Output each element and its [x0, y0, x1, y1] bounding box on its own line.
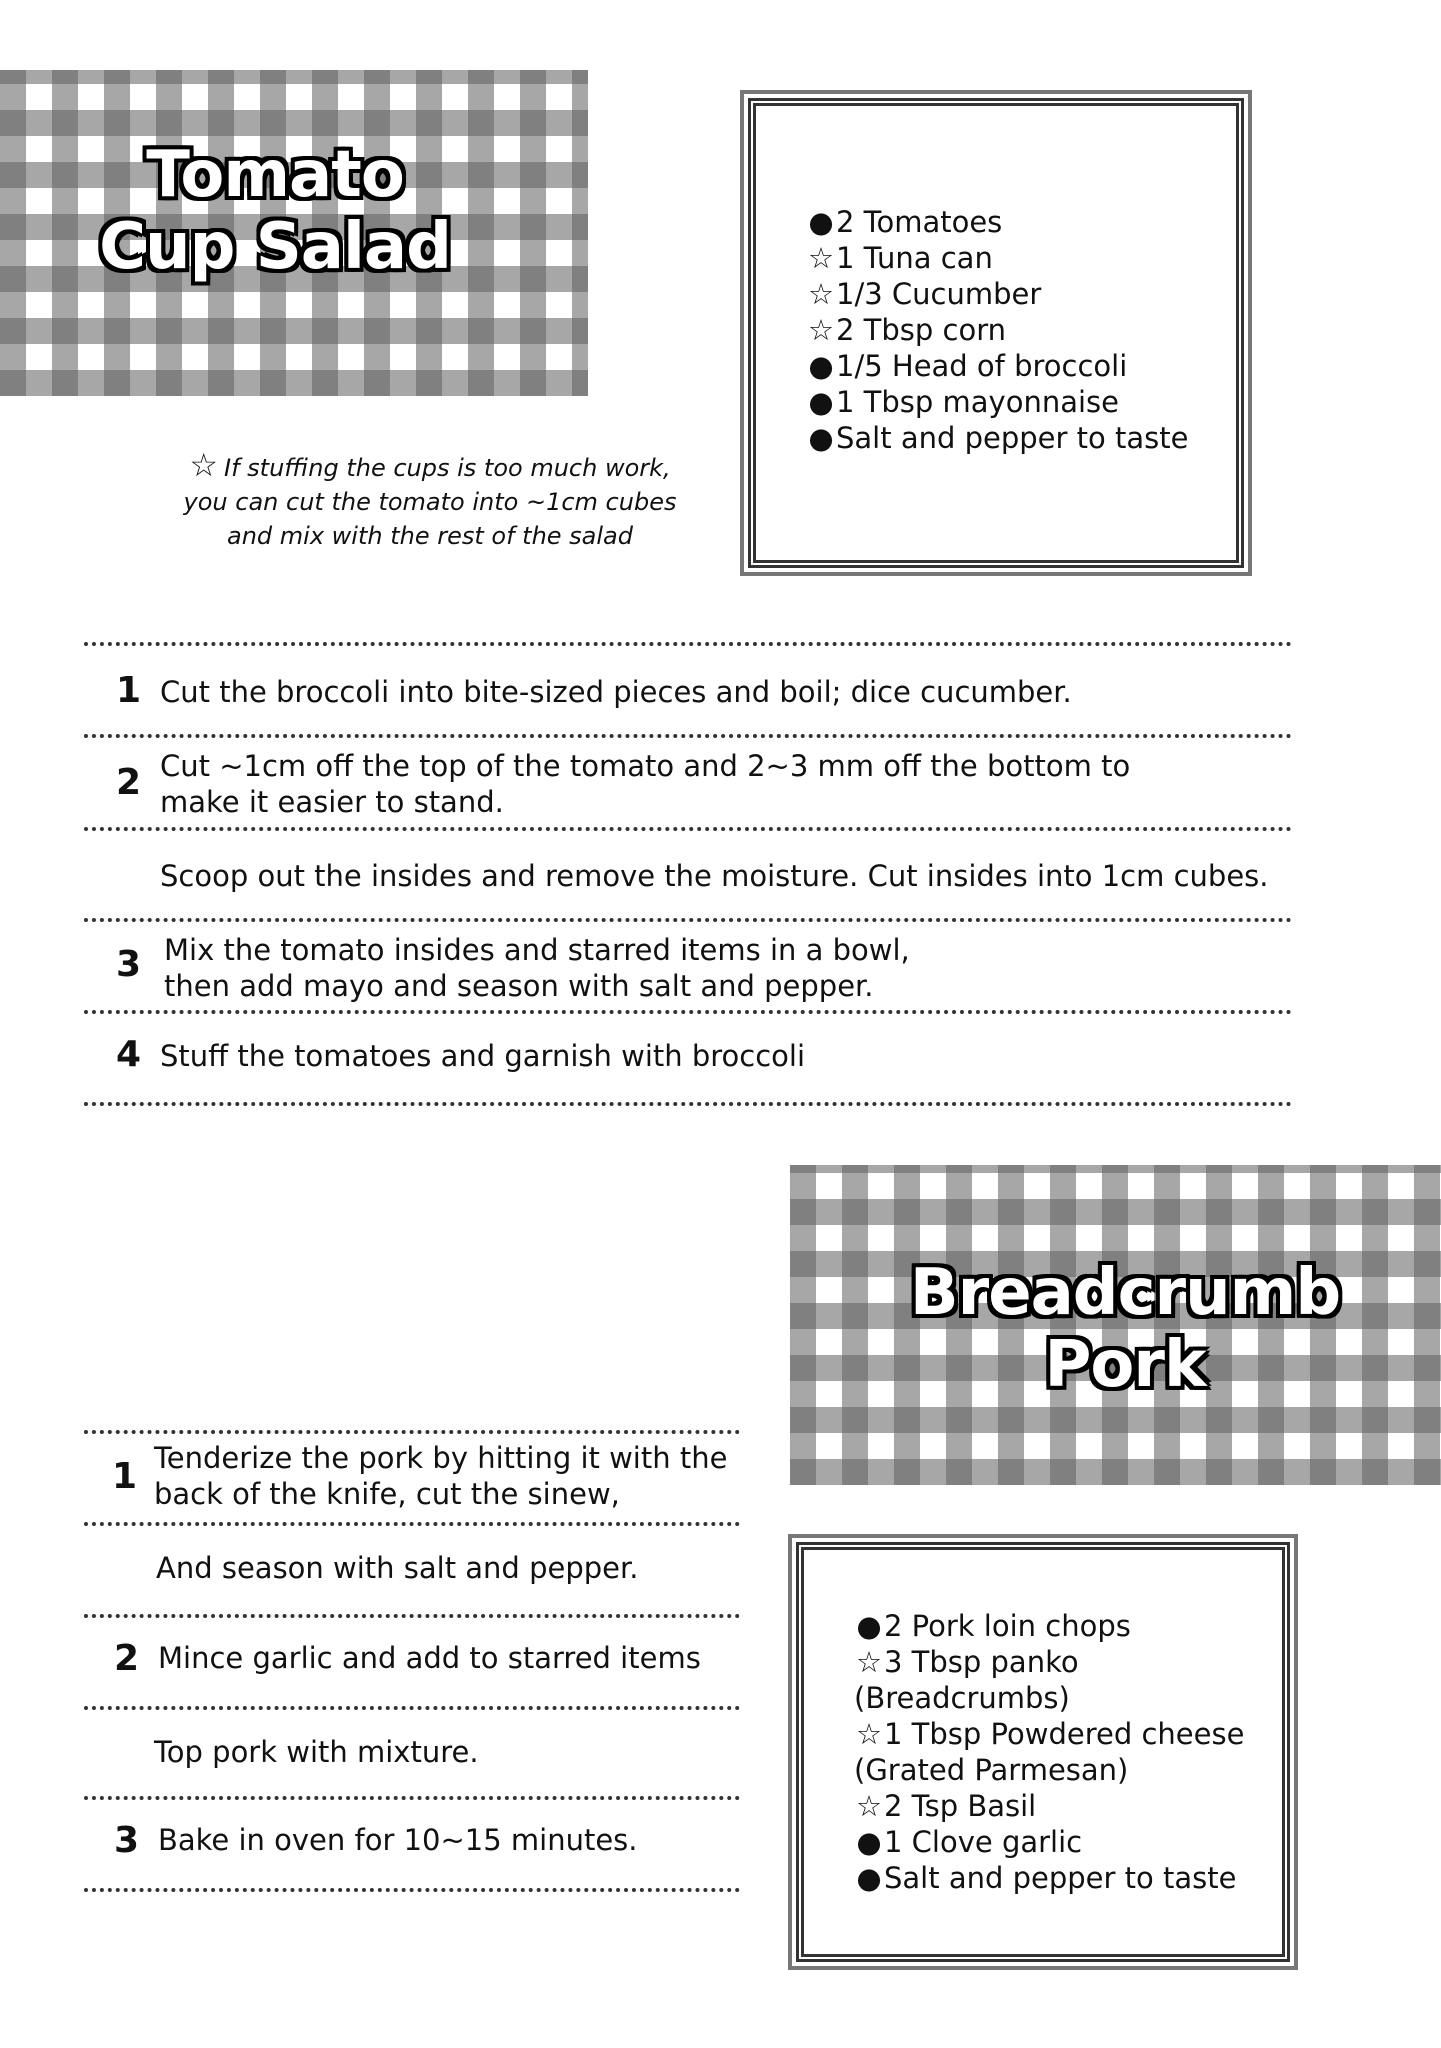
dotted-divider	[84, 642, 1292, 646]
ingredient-item: ●2 Tomatoes	[806, 204, 1188, 240]
ingredients-list	[806, 204, 1188, 456]
step-line: make it easier to stand.	[160, 785, 504, 819]
step-line: then add mayo and season with salt and pepper.	[164, 969, 874, 1003]
recipe-title-tomato-cup-salad	[90, 140, 460, 283]
step-line: back of the knife, cut the sinew,	[154, 1477, 620, 1511]
step-number: 3	[116, 944, 142, 985]
ingredient-item: ●1 Clove garlic	[854, 1824, 1244, 1860]
step-number: 4	[116, 1034, 142, 1075]
step-text: And season with salt and pepper.	[156, 1551, 639, 1585]
title-line: Cup Salad	[99, 209, 451, 284]
step-text: Scoop out the insides and remove the moisture. Cut insides into 1cm cubes.	[160, 859, 1269, 893]
tip-line: you can cut the tomato into ~1cm cubes	[183, 488, 677, 516]
ingredients-box	[748, 98, 1244, 568]
step-number: 2	[116, 762, 142, 803]
step-line: Tenderize the pork by hitting it with the	[154, 1441, 728, 1475]
step-text: Top pork with mixture.	[154, 1735, 479, 1769]
step-number: 2	[114, 1638, 140, 1679]
star-icon: ☆	[856, 1645, 882, 1679]
dotted-divider	[84, 734, 1292, 738]
dotted-divider	[84, 1430, 740, 1434]
star-icon: ☆	[189, 446, 218, 484]
step-number: 1	[112, 1456, 138, 1497]
step-text: Stuff the tomatoes and garnish with broccoli	[160, 1039, 806, 1073]
tip-note	[130, 448, 730, 553]
ingredient-item: ☆1/3 Cucumber	[808, 277, 1042, 311]
bullet-icon: ●	[808, 205, 834, 239]
ingredient-item: ☆1 Tbsp Powdered cheese	[856, 1717, 1245, 1751]
dotted-divider	[84, 1102, 1292, 1106]
dotted-divider	[84, 827, 1292, 831]
bullet-icon: ●	[856, 1861, 882, 1895]
dotted-divider	[84, 1614, 740, 1618]
bullet-icon: ●	[808, 349, 834, 383]
ingredient-item: (Grated Parmesan)	[854, 1753, 1129, 1787]
title-line: Breadcrumb	[909, 1256, 1341, 1330]
star-icon: ☆	[856, 1717, 882, 1751]
step-line: Mix the tomato insides and starred items in a bowl,	[164, 933, 910, 967]
step-text: Cut the broccoli into bite-sized pieces and boil; dice cucumber.	[160, 675, 1072, 709]
bullet-icon: ●	[808, 421, 834, 455]
step-text: Mince garlic and add to starred items	[158, 1641, 701, 1675]
step-text	[164, 932, 910, 1004]
dotted-divider	[84, 1888, 740, 1892]
recipe-title-breadcrumb-pork	[905, 1258, 1345, 1401]
title-line: Pork	[1044, 1327, 1206, 1402]
dotted-divider	[84, 1706, 740, 1710]
ingredient-item: ☆3 Tbsp panko	[856, 1645, 1079, 1679]
step-line: Cut ~1cm off the top of the tomato and 2~3 mm off the bottom to	[160, 749, 1131, 783]
step-text	[160, 748, 1130, 820]
ingredient-item: ●Salt and pepper to taste	[806, 420, 1188, 456]
ingredient-item: ☆2 Tsp Basil	[856, 1789, 1037, 1823]
star-icon: ☆	[808, 241, 834, 275]
star-icon: ☆	[808, 313, 834, 347]
star-icon: ☆	[808, 277, 834, 311]
bullet-icon: ●	[856, 1825, 882, 1859]
step-text: Bake in oven for 10~15 minutes.	[158, 1823, 638, 1857]
ingredient-item: ☆2 Tbsp corn	[808, 313, 1007, 347]
step-text	[154, 1440, 727, 1512]
dotted-divider	[84, 1010, 1292, 1014]
ingredients-list	[854, 1608, 1244, 1896]
ingredient-item: ●Salt and pepper to taste	[854, 1860, 1244, 1896]
bullet-icon: ●	[808, 385, 834, 419]
ingredient-item: (Breadcrumbs)	[854, 1681, 1070, 1715]
ingredient-item: ●1/5 Head of broccoli	[806, 348, 1188, 384]
dotted-divider	[84, 918, 1292, 922]
ingredients-box	[796, 1542, 1290, 1962]
tip-line: If stuffing the cups is too much work,	[224, 454, 671, 482]
dotted-divider	[84, 1522, 740, 1526]
bullet-icon: ●	[856, 1609, 882, 1643]
tip-line: and mix with the rest of the salad	[227, 522, 633, 550]
step-number: 1	[116, 670, 142, 711]
ingredient-item: ●1 Tbsp mayonnaise	[806, 384, 1188, 420]
ingredient-item: ☆1 Tuna can	[808, 241, 993, 275]
dotted-divider	[84, 1796, 740, 1800]
step-number: 3	[114, 1820, 140, 1861]
ingredient-item: ●2 Pork loin chops	[854, 1608, 1244, 1644]
star-icon: ☆	[856, 1789, 882, 1823]
title-line: Tomato	[146, 138, 404, 212]
